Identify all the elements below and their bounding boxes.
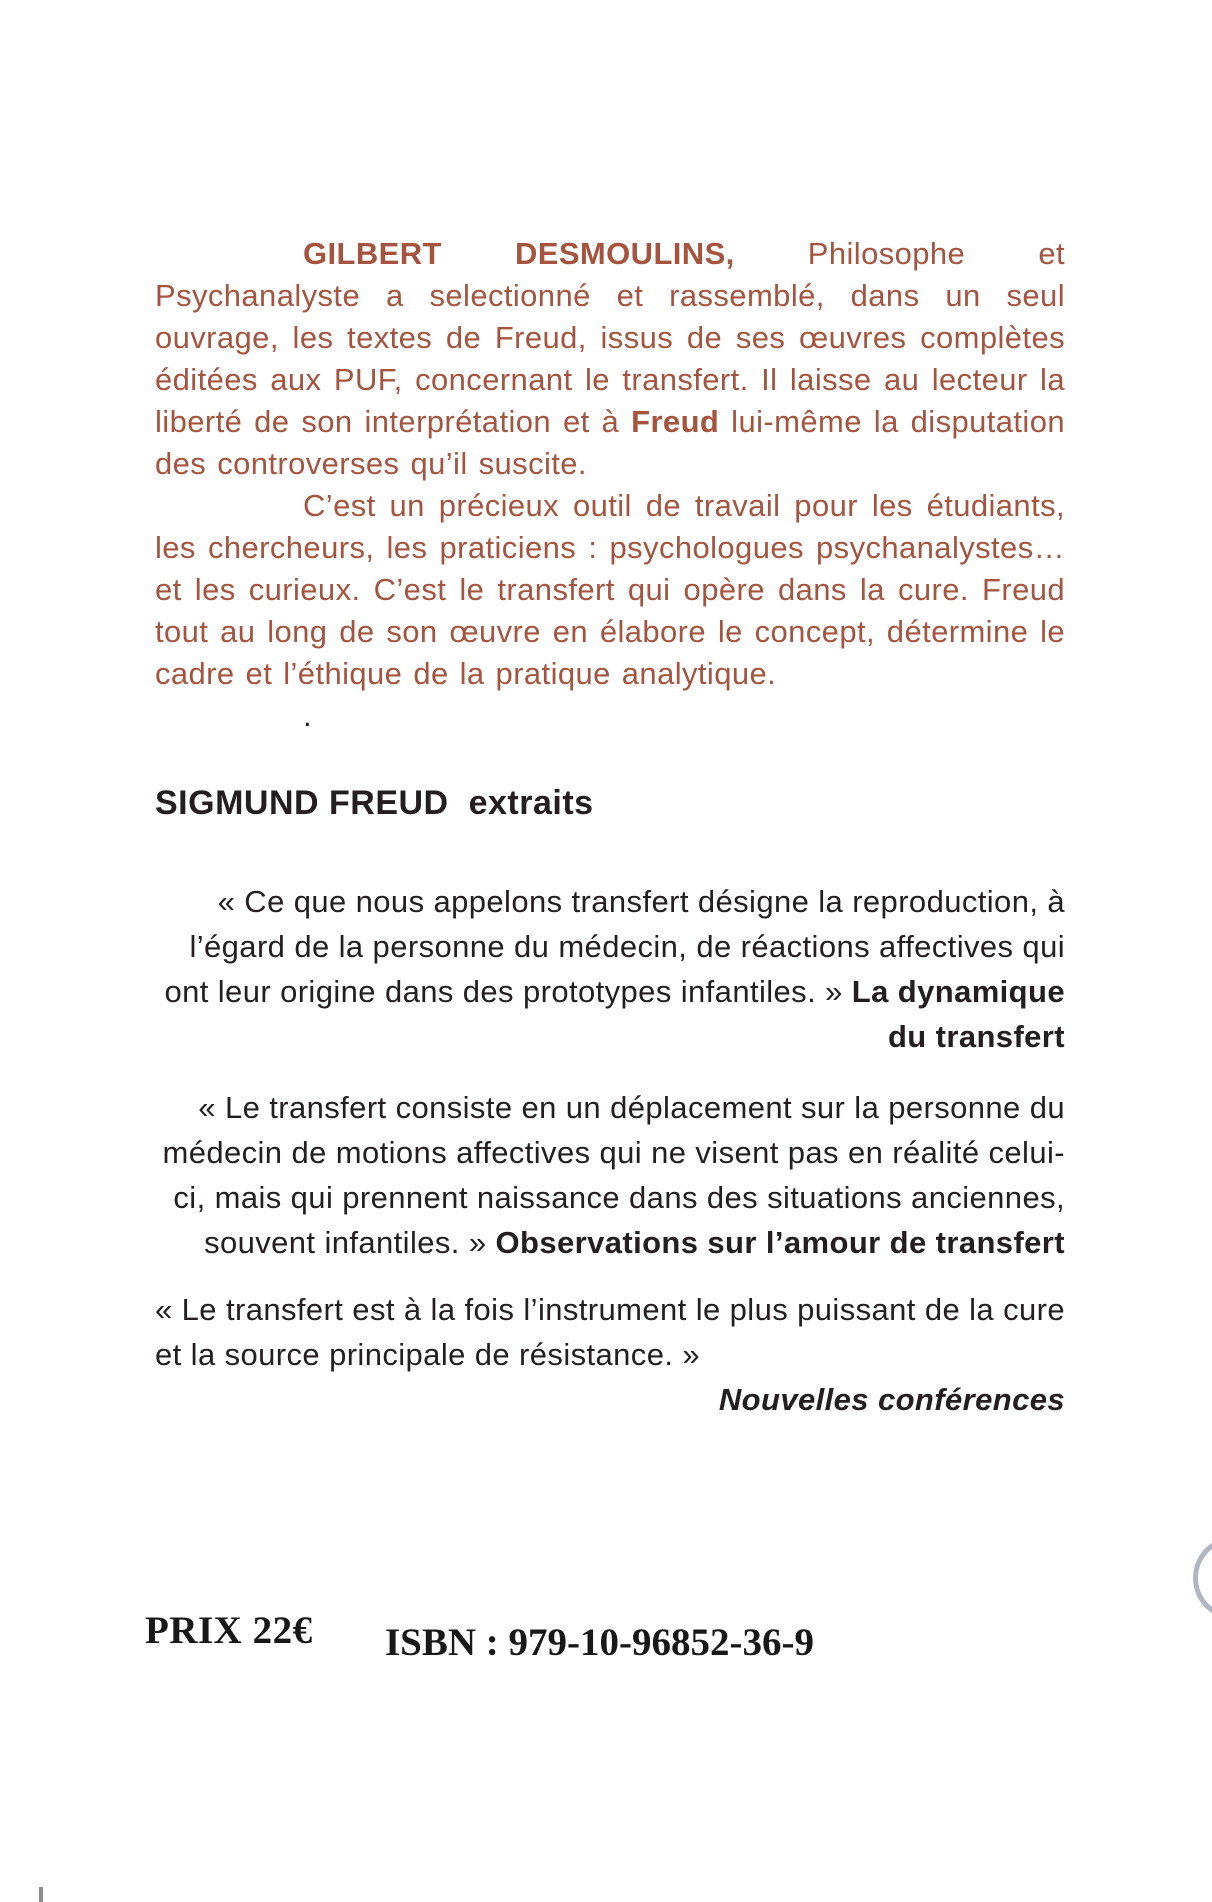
freud-quote-1 (155, 879, 1065, 1059)
quote-2-source-title: Observations sur l’amour de transfert (495, 1225, 1065, 1260)
price-label: PRIX 22€ (145, 1609, 313, 1652)
freud-quote-3 (155, 1287, 1065, 1377)
edge-circle-mark (1193, 1536, 1212, 1620)
stray-period: . (303, 698, 312, 733)
quote-1-text: « Ce que nous appelons transfert désigne la reproduction, à l’égard de la personne du médecin, de réactions affectives qui ont leur origine dans des prototypes infantiles. » (164, 884, 1065, 1009)
intro-text-end: lui-même la disputation des controverses qu’il suscite. (155, 404, 1065, 481)
heading-subtitle: extraits (468, 784, 594, 822)
heading-author: SIGMUND FREUD (155, 784, 449, 822)
quote-3-text: « Le transfert est à la fois l’instrument le plus puissant de la cure et la source principale de résistance. » (155, 1292, 1065, 1372)
second-paragraph: C’est un précieux outil de travail pour les étudiants, les chercheurs, les praticiens : psychologues psychanalystes… et les curieux. C’est le transfert qui opère dans la cure. Freud tout au long de son œuvre en élabore le concept, détermine le cadre et l’éthique de la pratique analytique. (155, 488, 1065, 691)
freud-quote-2 (155, 1085, 1065, 1265)
section-heading (155, 783, 1065, 823)
quote-2-text: « Le transfert consiste en un déplacement sur la personne du médecin de motions affectives qui ne visent pas en réalité celui-ci, mais qui prennent naissance dans des situations anciennes, souvent infantiles. » (162, 1090, 1065, 1260)
isbn-label: ISBN : 979-10-96852-36-9 (385, 1621, 814, 1664)
freud-bold-word: Freud (631, 404, 720, 439)
intro-text: Philosophe et Psychanalyste a selectionné et rassemblé, dans un seul ouvrage, les textes de Freud, issus de ses œuvres complètes éditées aux PUF, concernant le transfert. Il laisse au lecteur la liberté de son interprétation et à (155, 236, 1065, 439)
cover-text-block (155, 233, 1065, 1422)
crop-mark (39, 1887, 43, 1902)
quote-3-source-title: Nouvelles conférences (718, 1382, 1065, 1417)
quote-1-source-title: La dynamique du transfert (851, 974, 1065, 1054)
intro-paragraph (155, 233, 1065, 485)
author-name: GILBERT DESMOULINS, (303, 236, 735, 271)
